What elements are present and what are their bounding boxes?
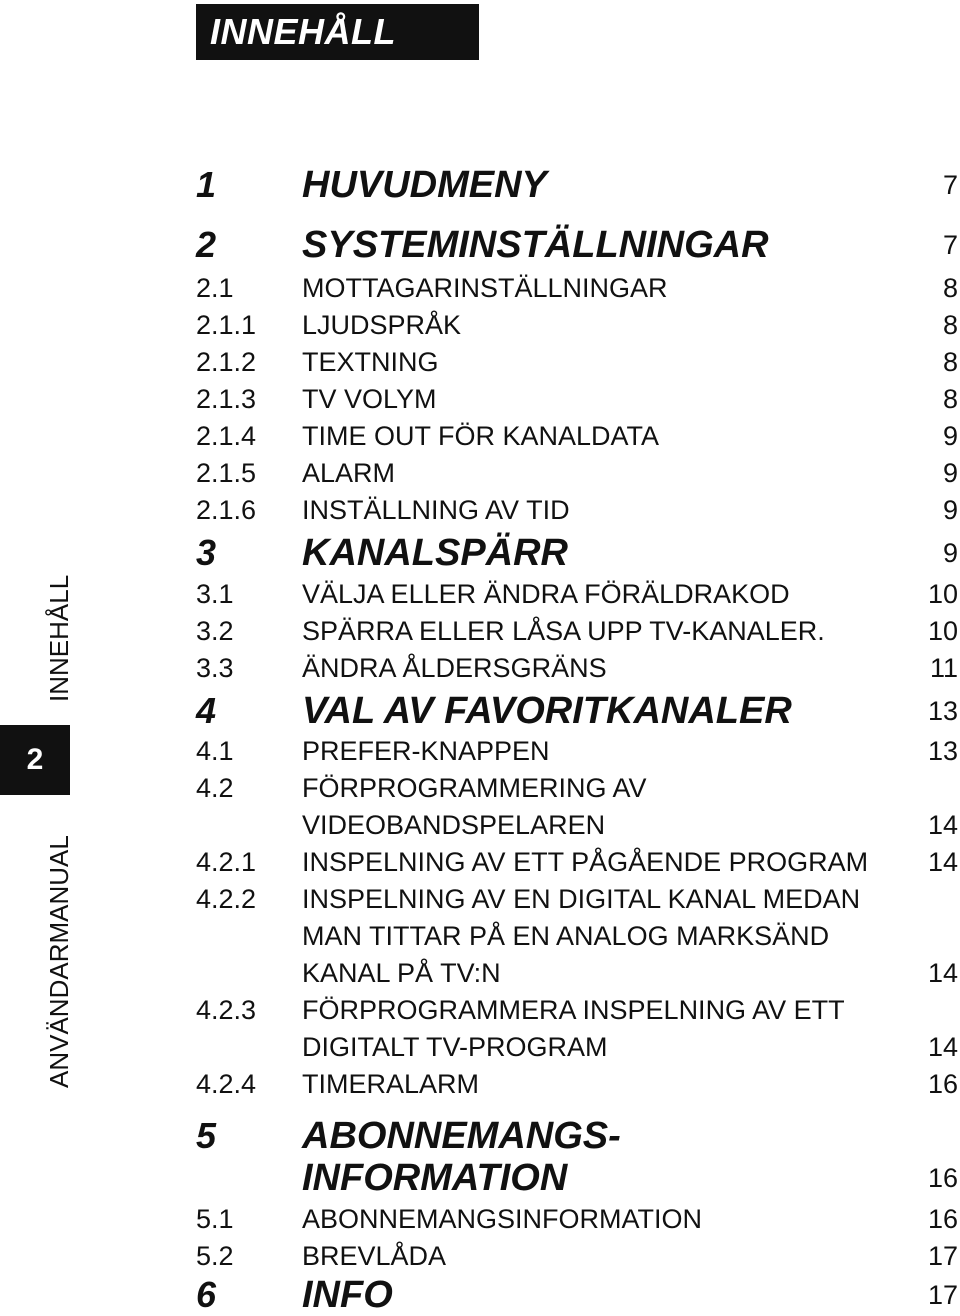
- toc-page: 16: [927, 1069, 958, 1099]
- toc-number: 4: [196, 690, 217, 731]
- toc-number: 4.1: [196, 736, 234, 766]
- toc-row[interactable]: [196, 768, 960, 808]
- toc-page: 10: [927, 616, 958, 646]
- toc-number: 2.1.3: [196, 384, 257, 414]
- toc-number: 4.2.2: [196, 884, 257, 914]
- toc-number: 4.2.1: [196, 847, 257, 877]
- toc-title: BREVLÅDA: [302, 1241, 447, 1271]
- toc-row[interactable]: [196, 953, 960, 993]
- toc-row[interactable]: [196, 805, 960, 845]
- toc-title: INSTÄLLNING AV TID: [302, 495, 570, 525]
- toc-number: 2.1.4: [196, 421, 257, 451]
- toc-number: 2.1.1: [196, 310, 257, 340]
- toc-title: MAN TITTAR PÅ EN ANALOG MARKSÄND: [302, 921, 830, 951]
- toc-number: 3: [196, 532, 217, 573]
- toc-title: TIMERALARM: [302, 1069, 480, 1099]
- toc-title: DIGITALT TV-PROGRAM: [302, 1032, 608, 1062]
- toc-number: 2.1.6: [196, 495, 257, 525]
- toc-title: ABONNEMANGS-: [302, 1115, 621, 1157]
- toc-title: VIDEOBANDSPELAREN: [302, 810, 606, 840]
- toc-number: 5.2: [196, 1241, 234, 1271]
- toc-number: 2.1.2: [196, 347, 257, 377]
- toc-row[interactable]: [196, 490, 960, 530]
- toc-title: TIME OUT FÖR KANALDATA: [302, 421, 660, 451]
- toc-page: 17: [927, 1241, 958, 1271]
- toc-number: 5.1: [196, 1204, 234, 1234]
- toc-title: FÖRPROGRAMMERING AV: [302, 773, 647, 803]
- toc-page: 10: [927, 579, 958, 609]
- toc-title: KANAL PÅ TV:N: [302, 958, 501, 988]
- toc-page: 7: [942, 230, 958, 260]
- toc-page: 14: [927, 847, 958, 877]
- toc-row[interactable]: [196, 1199, 960, 1239]
- toc-title: ÄNDRA ÅLDERSGRÄNS: [302, 653, 607, 683]
- toc-page: 8: [942, 273, 958, 303]
- toc-page: 17: [927, 1280, 958, 1310]
- toc-row[interactable]: [196, 990, 960, 1030]
- toc-title: INSPELNING AV ETT PÅGÅENDE PROGRAM: [302, 847, 869, 877]
- toc-title: INSPELNING AV EN DIGITAL KANAL MEDAN: [302, 884, 861, 914]
- toc-number: 4.2: [196, 773, 234, 803]
- toc-row[interactable]: [196, 342, 960, 382]
- toc-number: 1: [196, 164, 217, 205]
- toc-number: 4.2.4: [196, 1069, 257, 1099]
- toc-page: 16: [927, 1204, 958, 1234]
- toc-page: 14: [927, 810, 958, 840]
- side-tab-section-label: INNEHÅLL: [44, 574, 74, 702]
- toc-title: FÖRPROGRAMMERA INSPELNING AV ETT: [302, 995, 845, 1025]
- toc-number: 3.2: [196, 616, 234, 646]
- toc-page: 9: [942, 421, 958, 451]
- toc-row[interactable]: [196, 268, 960, 308]
- toc-chapter-row[interactable]: [196, 165, 960, 205]
- toc-row[interactable]: [196, 842, 960, 882]
- toc-page: 16: [927, 1163, 958, 1193]
- toc-page: 9: [942, 538, 958, 568]
- toc-title: PREFER-KNAPPEN: [302, 736, 550, 766]
- toc-row[interactable]: [196, 574, 960, 614]
- toc-title: INFORMATION: [302, 1157, 568, 1199]
- table-of-contents: [196, 0, 960, 1315]
- toc-row[interactable]: [196, 879, 960, 919]
- toc-number: 5: [196, 1115, 217, 1156]
- toc-title: KANALSPÄRR: [302, 532, 568, 574]
- toc-row[interactable]: [196, 379, 960, 419]
- toc-page: 14: [927, 958, 958, 988]
- toc-title: VÄLJA ELLER ÄNDRA FÖRÄLDRAKOD: [302, 579, 790, 609]
- toc-page: 13: [927, 696, 958, 726]
- toc-title: TV VOLYM: [302, 384, 437, 414]
- toc-number: 2.1: [196, 273, 234, 303]
- toc-page: 8: [942, 384, 958, 414]
- toc-title: INFO: [302, 1274, 393, 1316]
- toc-page: 7: [942, 170, 958, 200]
- side-tab-manual-label: ANVÄNDARMANUAL: [44, 835, 74, 1088]
- contents-header-title: INNEHÅLL: [210, 11, 396, 52]
- toc-page: 9: [942, 495, 958, 525]
- toc-row[interactable]: [196, 648, 960, 688]
- toc-row[interactable]: [196, 416, 960, 456]
- toc-page: 8: [942, 347, 958, 377]
- toc-number: 3.1: [196, 579, 234, 609]
- toc-page: 8: [942, 310, 958, 340]
- toc-row[interactable]: [196, 1064, 960, 1104]
- toc-title: HUVUDMENY: [302, 164, 547, 206]
- toc-chapter-row[interactable]: [196, 1116, 960, 1156]
- toc-row[interactable]: [196, 1236, 960, 1276]
- toc-page: 13: [927, 736, 958, 766]
- toc-row[interactable]: [196, 453, 960, 493]
- toc-page: 9: [942, 458, 958, 488]
- toc-row[interactable]: [196, 1027, 960, 1067]
- toc-title: SYSTEMINSTÄLLNINGAR: [302, 224, 769, 266]
- toc-title: ALARM: [302, 458, 396, 488]
- toc-title: TEXTNING: [302, 347, 439, 377]
- toc-title: SPÄRRA ELLER LÅSA UPP TV-KANALER.: [302, 616, 825, 646]
- toc-chapter-row[interactable]: [196, 1158, 960, 1198]
- toc-chapter-row[interactable]: [196, 533, 960, 573]
- toc-row[interactable]: [196, 611, 960, 651]
- toc-title: MOTTAGARINSTÄLLNINGAR: [302, 273, 668, 303]
- toc-row[interactable]: [196, 916, 960, 956]
- toc-page: 14: [927, 1032, 958, 1062]
- toc-number: 3.3: [196, 653, 234, 683]
- toc-chapter-row[interactable]: [196, 1275, 960, 1315]
- chapter-badge: 2: [0, 725, 70, 795]
- toc-row[interactable]: [196, 731, 960, 771]
- toc-number: 6: [196, 1274, 217, 1315]
- toc-row[interactable]: [196, 305, 960, 345]
- toc-chapter-row[interactable]: [196, 225, 960, 265]
- toc-title: VAL AV FAVORITKANALER: [302, 690, 792, 732]
- toc-number: 2.1.5: [196, 458, 257, 488]
- toc-number: 4.2.3: [196, 995, 257, 1025]
- toc-number: 2: [196, 224, 217, 265]
- toc-page: 11: [929, 653, 958, 683]
- toc-title: LJUDSPRÅK: [302, 310, 462, 340]
- toc-title: ABONNEMANGSINFORMATION: [302, 1204, 703, 1234]
- toc-chapter-row[interactable]: [196, 691, 960, 731]
